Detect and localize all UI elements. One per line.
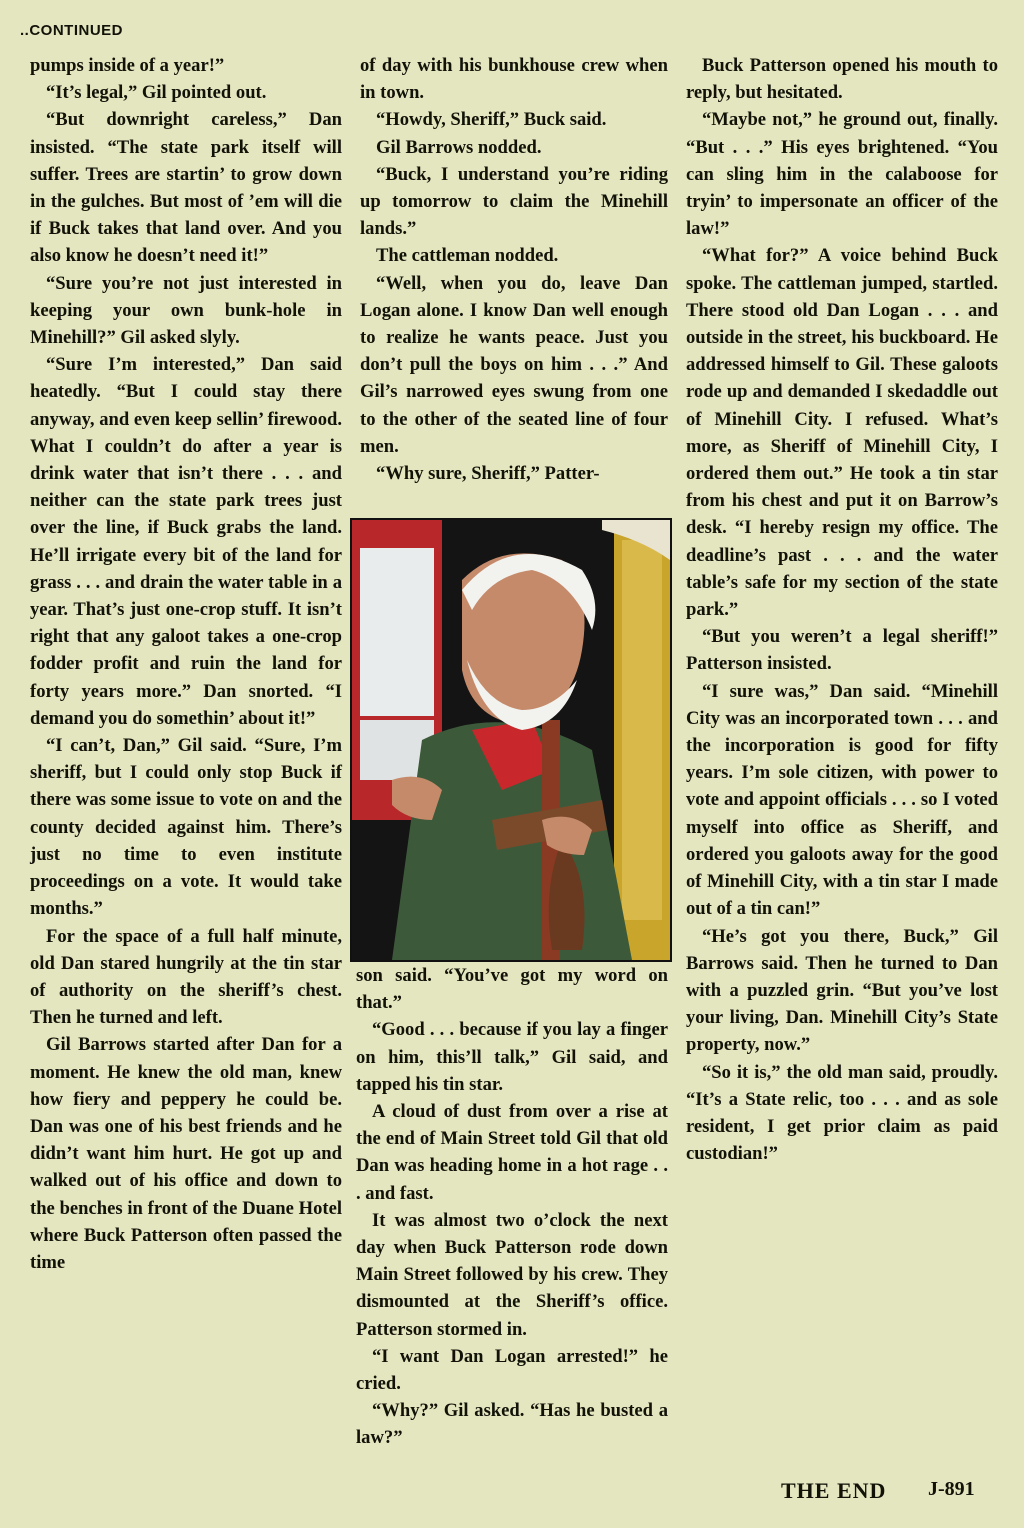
paragraph: Gil Barrows nodded. [376,136,542,158]
paragraph: A cloud of dust from over a rise at the end of Main Street told Gil that old Dan was heading home in a hot rage . . . and fast. [356,1101,668,1204]
paragraph: “I want Dan Logan arrested!” he cried. [356,1345,668,1395]
text-column-2-bottom [356,962,668,1452]
comic-illustration-panel [350,518,672,962]
text-column-1 [30,52,342,1276]
paragraph: “Why?” Gil asked. “Has he busted a law?” [356,1400,668,1449]
paragraph: “But you weren’t a legal sheriff!” Patterson insisted. [686,626,998,675]
paragraph: of day with his bunkhouse crew when in town. [360,55,668,104]
paragraph: “What for?” A voice behind Buck spoke. The cattleman jumped, startled. There stood old Dan Logan . . . and outside in the street, his buckboard. He addressed himself to Gil. These galoots rode up and demanded I skedaddle out of Minehill City. I refused. What’s more, as Sheriff of Minehill City, I ordered them out.” He took a tin star from his chest and put it on Barrow’s desk. “I hereby resign my office. The deadline’s past . . . and the water table’s safe for my section of the state park.” [686,245,998,621]
paragraph: son said. “You’ve got my word on that.” [356,965,668,1014]
paragraph: “Good . . . because if you lay a finger on him, this’ll talk,” Gil said, and tapped his tin star. [356,1019,668,1095]
old-man-illustration [352,520,670,960]
paragraph: “But downright careless,” Dan insisted. “The state park itself will suffer. Trees are startin’ to grow down in the gulches. But most of ’em will die if Buck takes that land over. And you also know he doesn’t need it!” [30,109,342,267]
text-column-3 [686,52,998,1167]
paragraph: “I sure was,” Dan said. “Minehill City was an incorporated town . . . and the incorporation is good for fifty years. I’m sole citizen, with power to vote and appoint officials . . . so I voted myself into office as Sheriff, and ordered you galoots away for the good of Minehill City, with a tin star I made out of a tin can!” [686,680,998,920]
paragraph: “Sure I’m interested,” Dan said heatedly. “But I could stay there anyway, and even keep sellin’ firewood. What I couldn’t do after a year is drink water that isn’t there . . . and neither can the state park trees just over the line, if Buck grabs the land. He’ll irrigate every bit of the land for grass . . . and drain the water table in a year. That’s just one-crop stuff. It isn’t right that any galoot takes a one-crop fodder profit and ruin the land for forty years more.” Dan snorted. “I demand you do somethin’ about it!” [30,354,342,729]
paragraph: “It’s legal,” Gil pointed out. [46,82,267,104]
continued-label: ..CONTINUED [20,22,123,39]
paragraph: pumps inside of a year!” [30,55,225,76]
paragraph: Gil Barrows started after Dan for a moment. He knew the old man, knew how fiery and peppery he could be. Dan was one of his best friends and he didn’t want him hurt. He got up and walked out of his office and down to the benches in front of the Duane Hotel where Buck Patterson often passed the time [30,1034,342,1273]
paragraph: For the space of a full half minute, old Dan stared hungrily at the tin star of authority on the sheriff’s chest. Then he turned and left. [30,925,342,1029]
paragraph: It was almost two o’clock the next day when Buck Patterson rode down Main Street followed by his crew. They dismounted at the Sheriff’s office. Patterson stormed in. [356,1209,668,1340]
paragraph: Buck Patterson opened his mouth to reply, but hesitated. [686,55,998,104]
paragraph: “I can’t, Dan,” Gil said. “Sure, I’m sheriff, but I could only stop Buck if there was some issue to vote on and the county decided against him. There’s just no time to even institute proceedings on a vote. It would take months.” [30,735,342,920]
paragraph: “So it is,” the old man said, proudly. “It’s a State relic, too . . . and as sole resident, I get prior claim as paid custodian!” [686,1061,998,1165]
paragraph: “Buck, I understand you’re riding up tomorrow to claim the Minehill lands.” [360,163,668,240]
paragraph: “Why sure, Sheriff,” Patter- [376,463,600,485]
paragraph: “Maybe not,” he ground out, finally. “But . . .” His eyes brightened. “You can sling him in the calaboose for tryin’ to impersonate an officer of the law!” [686,109,998,240]
paragraph: “Sure you’re not just interested in keeping your own bunk-hole in Minehill?” Gil asked slyly. [30,272,342,349]
paragraph: The cattleman nodded. [376,245,559,267]
paragraph: “Well, when you do, leave Dan Logan alone. I know Dan well enough to realize he wants peace. Just you don’t pull the boys on him . . .” And Gil’s narrowed eyes swung from one to the other of the seated line of four men. [360,272,668,457]
page-code: J-891 [928,1478,975,1500]
the-end-label: THE END [781,1478,887,1503]
paragraph: “Howdy, Sheriff,” Buck said. [376,109,607,131]
text-column-2-top [360,52,668,487]
paragraph: “He’s got you there, Buck,” Gil Barrows said. Then he turned to Dan with a puzzled grin. “But you’ve lost your living, Dan. Minehill City’s State property, now.” [686,925,998,1056]
